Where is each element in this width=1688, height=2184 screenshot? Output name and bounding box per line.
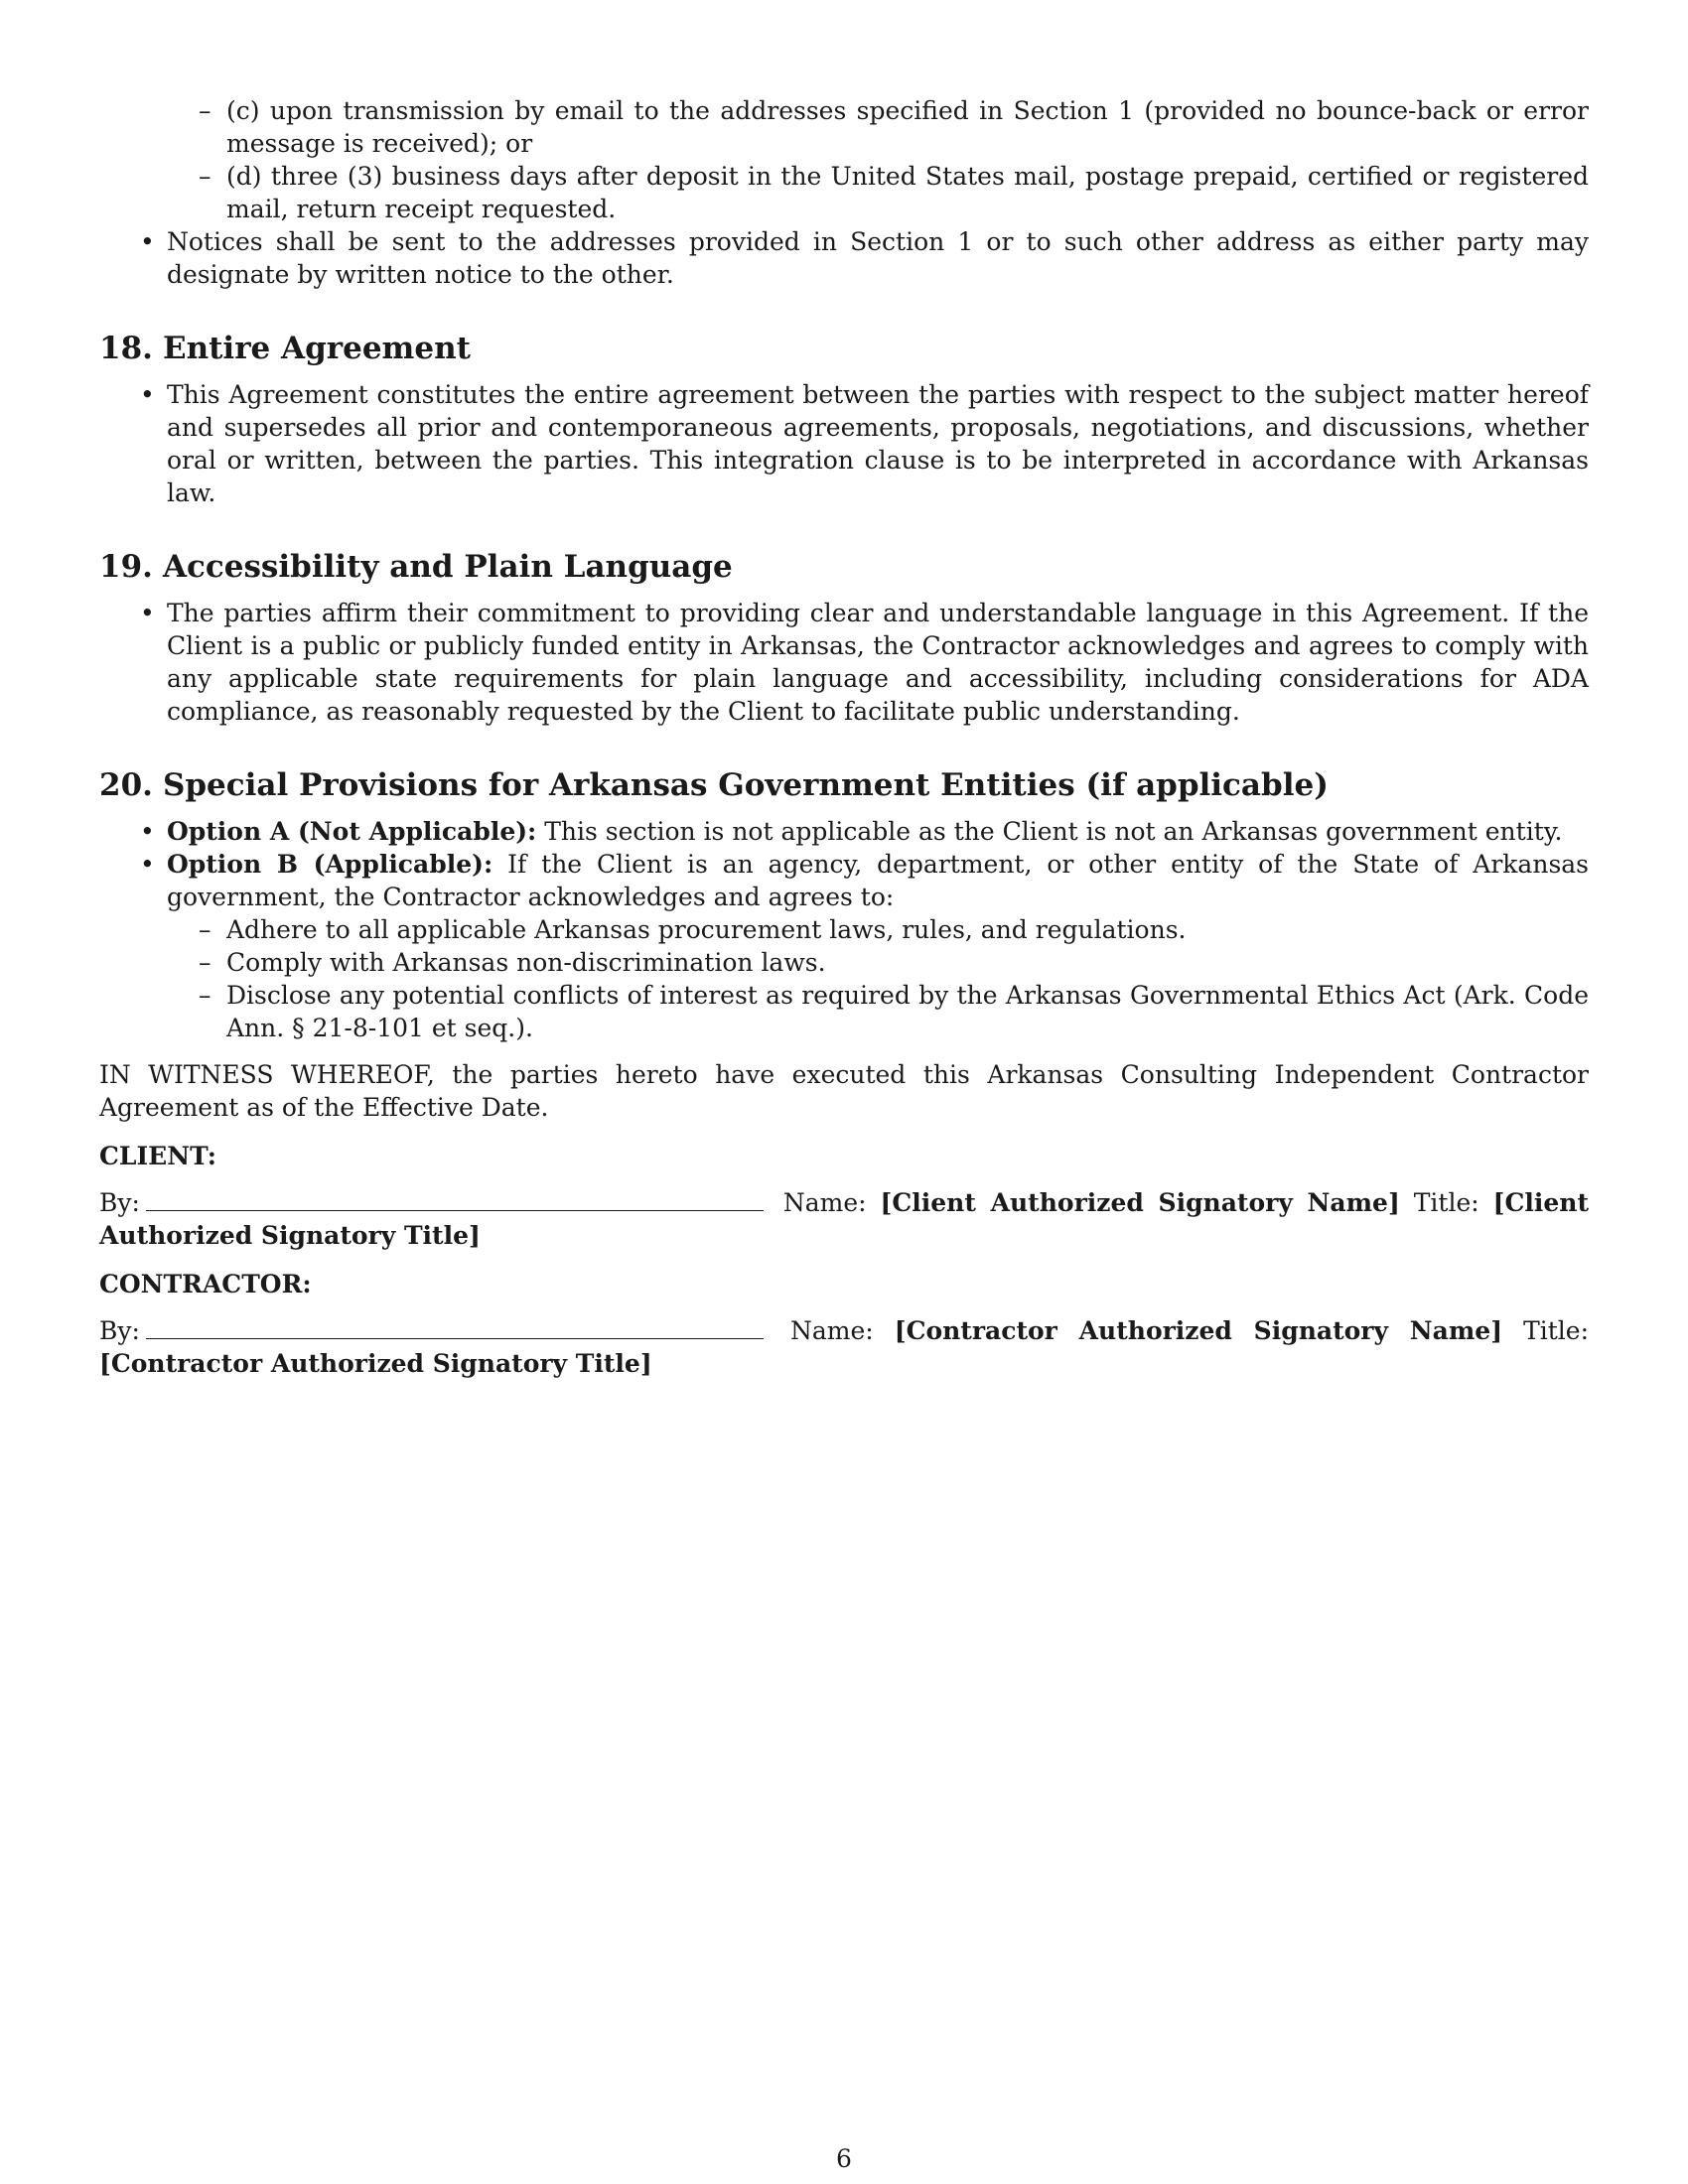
- client-label: CLIENT:: [99, 1142, 217, 1170]
- option-b-sub-item: – Adhere to all applicable Arkansas procurement laws, rules, and regulations.: [226, 913, 1589, 946]
- client-signature-block: [99, 1186, 1589, 1252]
- option-b-bullet: [167, 848, 1589, 1044]
- option-b-label: Option B (Applicable):: [167, 850, 493, 879]
- page-number: 6: [836, 2144, 852, 2173]
- client-title-label: Title:: [1413, 1188, 1479, 1217]
- section-19-bullet: • The parties affirm their commitment to providing clear and understandable language in this Agreement. If the Client is a public or publicly funded entity in Arkansas, the Contractor acknowledges and agrees to comply with any applicable state requirements for plain language and accessibility, including considerations for ADA compliance, as reasonably requested by the Client to facilitate public understanding.: [167, 597, 1589, 728]
- client-signature-line[interactable]: [146, 1188, 764, 1211]
- option-a-label: Option A (Not Applicable):: [167, 817, 537, 846]
- client-name-value: [Client Authorized Signatory Name]: [880, 1188, 1400, 1217]
- contractor-signature-line[interactable]: [146, 1316, 764, 1339]
- section-18-heading: [99, 329, 1589, 368]
- client-name-label: Name:: [782, 1188, 867, 1217]
- section-18-number: 18.: [99, 331, 153, 366]
- section-19-list: [99, 597, 1589, 728]
- section-19-number: 19.: [99, 549, 153, 585]
- notice-address-bullet: • Notices shall be sent to the addresses provided in Section 1 or to such other address as either party may designate by written notice to the other.: [167, 225, 1589, 291]
- option-b-sub-item: – Comply with Arkansas non-discrimination laws.: [226, 946, 1589, 979]
- contractor-name-value: [Contractor Authorized Signatory Name]: [894, 1316, 1503, 1345]
- section-20-number: 20.: [99, 767, 153, 803]
- document-page: [99, 94, 1589, 1380]
- section-18-title: Entire Agreement: [162, 331, 471, 366]
- option-b-sub-list: [167, 913, 1589, 1044]
- option-a-bullet: [167, 815, 1589, 848]
- option-b-sub-item: – Disclose any potential conflicts of interest as required by the Arkansas Governmental Ethics Act (Ark. Code Ann. § 21-8-101 et seq.).: [226, 979, 1589, 1044]
- contractor-title-value: [Contractor Authorized Signatory Title]: [99, 1349, 652, 1378]
- option-a-text: This section is not applicable as the Client is not an Arkansas government entity.: [544, 817, 1563, 846]
- section-20-list: [99, 815, 1589, 1044]
- contractor-title-label: Title:: [1523, 1316, 1590, 1345]
- section-20-heading: [99, 765, 1589, 805]
- witness-clause: IN WITNESS WHEREOF, the parties hereto have executed this Arkansas Consulting Independent Contractor Agreement as of the Effective Date.: [99, 1060, 1589, 1122]
- notice-delivery-list: [99, 94, 1589, 225]
- contractor-name-label: Name:: [789, 1316, 874, 1345]
- contractor-label: CONTRACTOR:: [99, 1270, 312, 1298]
- notice-item-c: – (c) upon transmission by email to the addresses specified in Section 1 (provided no bounce-back or error message is received); or: [226, 94, 1589, 160]
- section-18-bullet: • This Agreement constitutes the entire agreement between the parties with respect to the subject matter hereof and supersedes all prior and contemporaneous agreements, proposals, negotiations, and discussions, whether oral or written, between the parties. This integration clause is to be interpreted in accordance with Arkansas law.: [167, 378, 1589, 509]
- contractor-by-label: By:: [99, 1316, 140, 1345]
- contractor-signature-block: [99, 1314, 1589, 1380]
- option-b-text: If the Client is an agency, department, or other entity of the State of Arkansas government, the Contractor acknowledges and agrees to:: [167, 850, 1590, 911]
- section-20-title: Special Provisions for Arkansas Government Entities (if applicable): [162, 767, 1329, 803]
- section-18-list: [99, 378, 1589, 509]
- client-title-value: [Client Authorized Signatory Title]: [99, 1188, 1589, 1250]
- notice-item-d: – (d) three (3) business days after deposit in the United States mail, postage prepaid, certified or registered mail, return receipt requested.: [226, 160, 1589, 225]
- section-19-title: Accessibility and Plain Language: [162, 549, 733, 585]
- notice-bullet-list: [99, 225, 1589, 291]
- client-by-label: By:: [99, 1188, 140, 1217]
- section-19-heading: [99, 547, 1589, 587]
